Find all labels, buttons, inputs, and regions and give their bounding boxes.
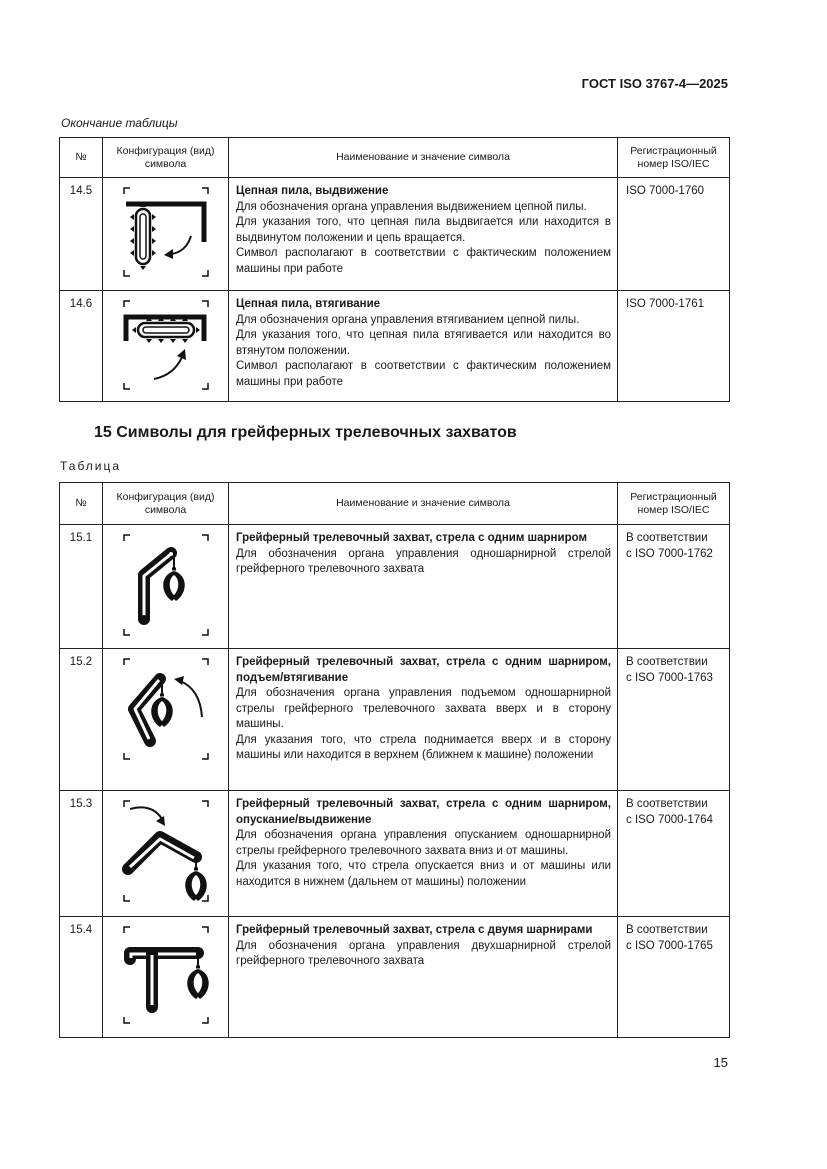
description-cell: [229, 525, 618, 649]
description-line: Для указания того, что стрела опускается вниз и от машины или находится в нижнем (дальнем от машины) положении: [236, 860, 611, 888]
table-row: [60, 791, 730, 917]
col-header-description: Наименование и значение символа: [229, 138, 618, 178]
symbol-title: Грейферный трелевочный захват, стрела с одним шарниром, подъем/втягивание: [236, 656, 611, 684]
col-header-number: №: [60, 138, 103, 178]
registration-number: с ISO 7000-1763: [626, 671, 713, 684]
symbol-title: Цепная пила, выдвижение: [236, 185, 389, 197]
col-header-symbol: Конфигурация (вид) символа: [103, 483, 229, 525]
symbol-title: Грейферный трелевочный захват, стрела с одним шарниром, опускание/выдвижение: [236, 798, 611, 826]
row-number: 15.4: [60, 917, 103, 1038]
description-line: Для указания того, что цепная пила втягивается или находится во втянутом положении.: [236, 329, 611, 357]
grapple-raise-icon: [116, 655, 216, 763]
symbol-cell: [103, 291, 229, 402]
registration-cell: ISO 7000-1760: [618, 178, 730, 291]
description-cell: [229, 917, 618, 1038]
row-number: 15.1: [60, 525, 103, 649]
description-cell: [229, 791, 618, 917]
symbol-cell: [103, 791, 229, 917]
symbol-title: Грейферный трелевочный захват, стрела с одним шарниром: [236, 532, 587, 544]
table-continuation-caption: Окончание таблицы: [61, 116, 178, 130]
row-number: 15.3: [60, 791, 103, 917]
row-number: 14.5: [60, 178, 103, 291]
col-header-symbol: Конфигурация (вид) символа: [103, 138, 229, 178]
col-header-registration: Регистрационный номер ISO/IEC: [618, 138, 730, 178]
registration-prefix: В соответствии: [626, 924, 708, 936]
registration-cell: [618, 649, 730, 791]
registration-number: с ISO 7000-1764: [626, 813, 713, 826]
description-cell: [229, 178, 618, 291]
symbols-table-15: [59, 482, 730, 1038]
symbol-cell: [103, 178, 229, 291]
chainsaw-extend-icon: [116, 184, 216, 284]
table-row: [60, 525, 730, 649]
col-header-number: №: [60, 483, 103, 525]
table-header-row: [60, 138, 730, 178]
description-line: Для указания того, что стрела поднимается вверх и в сторону машины или находится в верхнем (ближнем к машине) положении: [236, 733, 611, 761]
description-line: Для указания того, что цепная пила выдвигается или находится в выдвинутом положении и цепь вращается.: [236, 216, 611, 244]
table-row: [60, 649, 730, 791]
grapple-lower-icon: [116, 797, 216, 905]
description-line: Символ располагают в соответствии с фактическим положением машины при работе: [236, 360, 611, 388]
description-cell: [229, 291, 618, 402]
symbol-cell: [103, 917, 229, 1038]
table-header-row: [60, 483, 730, 525]
registration-prefix: В соответствии: [626, 532, 708, 544]
table-row: [60, 178, 730, 291]
description-line: Символ располагают в соответствии с фактическим положением машины при работе: [236, 247, 611, 275]
symbol-cell: [103, 649, 229, 791]
grapple-single-joint-icon: [116, 531, 216, 639]
table-caption: Таблица: [60, 459, 122, 473]
page-number: 15: [713, 1055, 728, 1070]
description-line: Для обозначения органа управления опусканием одношарнирной стрелы грейферного трелевочного захвата вниз и от машины.: [236, 829, 611, 857]
description-line: Для обозначения органа управления одношарнирной стрелой грейферного трелевочного захвата: [236, 547, 611, 575]
description-line: Для обозначения органа управления двухшарнирной стрелой грейферного трелевочного захвата: [236, 939, 611, 967]
description-line: Для обозначения органа управления втягиванием цепной пилы.: [236, 313, 580, 326]
registration-cell: ISO 7000-1761: [618, 291, 730, 402]
row-number: 14.6: [60, 291, 103, 402]
document-code: ГОСТ ISO 3767-4—2025: [581, 76, 728, 91]
symbol-title: Цепная пила, втягивание: [236, 298, 381, 310]
registration-prefix: В соответствии: [626, 656, 708, 668]
section-title: 15 Символы для грейферных трелевочных захватов: [94, 424, 517, 441]
description-line: Для обозначения органа управления выдвижением цепной пилы.: [236, 200, 587, 213]
grapple-two-joint-icon: [116, 923, 216, 1027]
col-header-description: Наименование и значение символа: [229, 483, 618, 525]
registration-number: с ISO 7000-1762: [626, 547, 713, 560]
registration-prefix: В соответствии: [626, 798, 708, 810]
chainsaw-retract-icon: [116, 297, 216, 397]
symbol-title: Грейферный трелевочный захват, стрела с двумя шарнирами: [236, 924, 593, 936]
col-header-registration: Регистрационный номер ISO/IEC: [618, 483, 730, 525]
symbol-cell: [103, 525, 229, 649]
symbols-table-14: [59, 137, 730, 402]
row-number: 15.2: [60, 649, 103, 791]
registration-cell: [618, 525, 730, 649]
table-row: [60, 917, 730, 1038]
description-line: Для обозначения органа управления подъемом одношарнирной стрелы грейферного трелевочного захвата вверх и в сторону машины.: [236, 687, 611, 730]
table-row: [60, 291, 730, 402]
description-cell: [229, 649, 618, 791]
registration-cell: [618, 917, 730, 1038]
registration-number: с ISO 7000-1765: [626, 939, 713, 952]
registration-cell: [618, 791, 730, 917]
